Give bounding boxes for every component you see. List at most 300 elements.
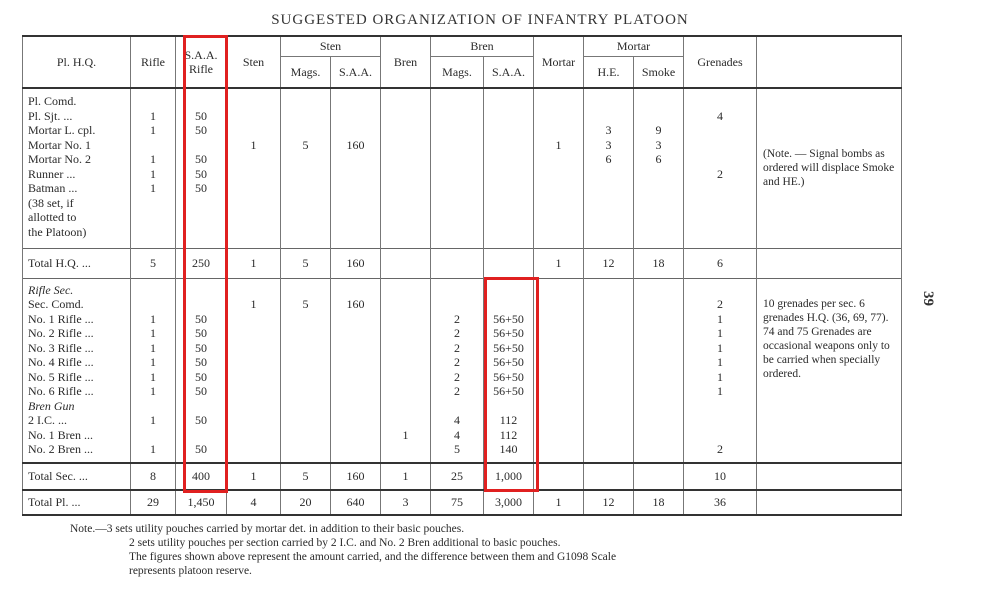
header-grenades: Grenades [684, 36, 757, 88]
total-sec-sten: 1 [227, 463, 281, 490]
sec-sten-saa-cell [331, 384, 380, 399]
sec-sten-saa-cell [331, 312, 380, 327]
hq-mortar-smoke-cell: 6 [655, 152, 662, 166]
hq-sten-cell [227, 123, 280, 138]
sec-sten-cell [227, 428, 280, 443]
sec-bren-cell: 1 [402, 427, 409, 442]
sec-bren-cell [381, 355, 430, 370]
sec-bren-mags-cell: 4 [454, 427, 460, 442]
total-sec-grenades: 10 [684, 463, 757, 490]
hq-bren-mags-col [431, 88, 484, 248]
header-sten-saa: S.A.A. [331, 56, 381, 88]
sec-mortar-smoke-col [634, 278, 684, 463]
sec-bren-cell [381, 283, 430, 298]
sec-bren-saa-cell: 56+50 [493, 369, 524, 384]
total-sec-sten-mags: 5 [281, 463, 331, 490]
hq-grenades-cell [684, 94, 756, 109]
sec-sten-mags-cell [281, 326, 330, 341]
header-rifle: Rifle [131, 36, 176, 88]
hq-sten-cell [227, 196, 280, 211]
hq-sten-cell [227, 152, 280, 167]
sec-sten-cell [227, 283, 280, 298]
hq-sten-saa-cell [331, 196, 380, 211]
sec-sten-cell [227, 312, 280, 327]
sec-saa-rifle-cell: 50 [195, 326, 207, 340]
sec-bren-cell [381, 442, 430, 457]
sec-bren-saa-cell: 140 [499, 442, 518, 456]
total-pl-bren-mags: 75 [431, 490, 484, 515]
hq-mortar-cell [534, 181, 583, 196]
sec-bren-saa-cell: 56+50 [493, 311, 524, 326]
sec-grenades-cell: 1 [717, 384, 723, 398]
hq-sten-saa-cell [331, 225, 380, 240]
hq-mortar-cell [534, 123, 583, 138]
total-sec-label: Total Sec. ... [23, 463, 131, 490]
total-hq-label: Total H.Q. ... [23, 248, 131, 278]
sec-sten-mags-col [281, 278, 331, 463]
hq-mortar-cell [534, 94, 583, 109]
sec-rifle-cell: 1 [150, 326, 156, 340]
sec-grenades-col [684, 278, 757, 463]
total-hq-mortar-he: 12 [584, 248, 634, 278]
hq-saa-rifle-cell: 50 [195, 181, 207, 195]
hq-labels-cell: Mortar L. cpl. [28, 123, 96, 137]
sec-labels [23, 278, 131, 463]
hq-mortar-smoke-cell: 9 [655, 123, 662, 137]
hq-labels-cell: Pl. Sjt. ... [28, 108, 73, 123]
sec-bren-mags-cell: 2 [454, 311, 460, 326]
sec-bren-saa-cell: 56+50 [493, 340, 524, 355]
hq-sten-saa-cell [331, 152, 380, 167]
sec-rifle-cell: 1 [150, 340, 156, 355]
total-pl-grenades: 36 [684, 490, 757, 515]
header-mortar-group: Mortar [584, 36, 684, 56]
sec-sten-cell [227, 413, 280, 428]
header-bren-mags: Mags. [431, 56, 484, 88]
hq-sten-mags-cell [281, 109, 330, 124]
hq-grenades-cell: 4 [717, 108, 723, 123]
sec-grenades-cell: 1 [717, 326, 723, 340]
total-hq-bren-saa [484, 248, 534, 278]
hq-mortar-col [534, 88, 584, 248]
total-sec-rifle: 8 [131, 463, 176, 490]
sec-rifle-cell: 1 [150, 311, 156, 326]
sec-bren-mags-cell: 2 [454, 326, 460, 340]
sec-rifle-cell [131, 283, 175, 298]
sec-saa-rifle-cell: 50 [195, 311, 207, 326]
total-sec-saa-rifle: 400 [176, 463, 227, 490]
footnote-line-1: Note.—3 sets utility pouches carried by mortar det. in addition to their basic pouches. [70, 523, 465, 535]
platoon-organization-table [22, 35, 902, 516]
total-sec-sten-saa: 160 [331, 463, 381, 490]
hq-sten-mags-col [281, 88, 331, 248]
hq-mortar-he-cell: 6 [605, 152, 612, 166]
sec-sten-mags-cell [281, 442, 330, 457]
sec-sten-saa-cell [331, 341, 380, 356]
sec-saa-rifle-cell: 50 [195, 369, 207, 384]
sec-sten-mags-cell [281, 384, 330, 399]
sec-grenades-cell: 1 [717, 355, 723, 369]
hq-grenades-cell [684, 152, 756, 167]
sec-rifle-cell: 1 [150, 355, 156, 369]
sec-bren-mags-cell: 2 [454, 355, 460, 369]
hq-note: (Note. — Signal bombs as ordered will displace Smoke and HE.) [757, 88, 902, 248]
footnote-line-3: The figures shown above represent the amount carried, and the difference between them and G1098 Scale [129, 551, 617, 563]
sec-rifle-col [131, 278, 176, 463]
hq-sten-mags-cell [281, 225, 330, 240]
total-pl-bren-saa: 3,000 [484, 490, 534, 515]
sec-bren-mags-cell [431, 399, 483, 414]
header-sten-mags: Mags. [281, 56, 331, 88]
total-hq-grenades: 6 [684, 248, 757, 278]
sec-rifle-cell [131, 297, 175, 312]
sec-saa-rifle-cell: 50 [195, 384, 207, 398]
sec-bren-cell [381, 399, 430, 414]
sec-sten-saa-cell [331, 283, 380, 298]
hq-rifle-cell: 1 [150, 108, 156, 123]
total-sec-bren-mags: 25 [431, 463, 484, 490]
sec-bren-saa-cell: 112 [499, 427, 518, 442]
hq-sten-saa-cell [331, 167, 380, 182]
hq-labels-cell: Mortar No. 1 [28, 137, 91, 152]
total-pl-mortar: 1 [534, 490, 584, 515]
hq-grenades-cell [684, 138, 756, 153]
hq-rifle-cell [131, 94, 175, 109]
sec-bren-mags-cell [431, 283, 483, 298]
header-bren-saa: S.A.A. [484, 56, 534, 88]
sec-labels-cell: No. 2 Rifle ... [28, 326, 94, 340]
sec-grenades-cell: 2 [717, 442, 723, 456]
hq-mortar-he-cell [584, 167, 633, 182]
hq-mortar-smoke-cell [634, 181, 683, 196]
hq-labels [23, 88, 131, 248]
sec-bren-mags-cell: 4 [454, 413, 460, 427]
hq-rifle-col [131, 88, 176, 248]
sec-sten-saa-cell [331, 370, 380, 385]
sec-bren-cell [381, 370, 430, 385]
sec-labels-cell: No. 6 Rifle ... [28, 384, 94, 398]
sec-labels-cell: No. 1 Bren ... [28, 427, 93, 442]
hq-saa-rifle-cell: 50 [195, 166, 207, 181]
sec-bren-mags-col [431, 278, 484, 463]
header-mortar: Mortar [534, 36, 584, 88]
sec-bren-mags-cell: 5 [454, 442, 460, 456]
sec-bren-saa-cell: 56+50 [493, 384, 524, 398]
sec-sten-mags-cell [281, 428, 330, 443]
footnote-line-4: represents platoon reserve. [129, 565, 252, 577]
hq-sten-mags-cell [281, 167, 330, 182]
sec-sten-mags-cell [281, 355, 330, 370]
sec-labels-cell: No. 3 Rifle ... [28, 340, 94, 355]
sec-bren-cell [381, 384, 430, 399]
sec-grenades-cell: 2 [717, 297, 723, 311]
hq-rifle-cell: 1 [150, 166, 156, 181]
hq-rifle-cell: 1 [150, 152, 156, 166]
section-block [23, 278, 902, 463]
total-pl-note [757, 490, 902, 515]
sec-labels-cell: No. 2 Bren ... [28, 442, 93, 456]
hq-mortar-smoke-col [634, 88, 684, 248]
hq-sten-cell [227, 225, 280, 240]
hq-sten-mags-cell [281, 210, 330, 225]
hq-mortar-smoke-cell [634, 210, 683, 225]
sec-bren-cell [381, 297, 430, 312]
header-mortar-smoke: Smoke [634, 56, 684, 88]
sec-sten-cell [227, 326, 280, 341]
hq-mortar-smoke-cell: 3 [655, 137, 662, 152]
header-mortar-he: H.E. [584, 56, 634, 88]
hq-sten-mags-cell [281, 123, 330, 138]
hq-grenades-cell [684, 181, 756, 196]
total-sec-mortar [534, 463, 584, 490]
footnote-line-2: 2 sets utility pouches per section carried by 2 I.C. and No. 2 Bren additional to basic pouches. [129, 537, 561, 549]
hq-mortar-smoke-cell [634, 196, 683, 211]
total-hq-row [23, 248, 902, 278]
hq-grenades-cell [684, 196, 756, 211]
sec-sten-cell [227, 442, 280, 457]
sec-sten-saa-cell: 160 [346, 297, 365, 311]
sec-grenades-cell: 1 [717, 311, 723, 326]
sec-sten-cell [227, 341, 280, 356]
sec-labels-cell: No. 1 Rifle ... [28, 311, 94, 326]
total-sec-bren-saa: 1,000 [484, 463, 534, 490]
sec-bren-mags-cell [431, 297, 483, 312]
hq-sten-mags-cell [281, 152, 330, 167]
hq-block [23, 88, 902, 248]
total-pl-saa-rifle: 1,450 [176, 490, 227, 515]
sec-labels-cell: No. 4 Rifle ... [28, 355, 94, 369]
sec-labels-cell: Bren Gun [28, 398, 75, 413]
sec-sten-cell [227, 355, 280, 370]
hq-grenades-cell: 2 [717, 166, 723, 181]
sec-note: 10 grenades per sec. 6 grenades H.Q. (36, 69, 77). 74 and 75 Grenades are occasional weapons only to be carried when specially ordered. [757, 278, 902, 463]
sec-saa-rifle-cell: 50 [195, 355, 207, 369]
header-pl-hq: Pl. H.Q. [23, 36, 131, 88]
sec-bren-cell [381, 326, 430, 341]
total-hq-bren-mags [431, 248, 484, 278]
sec-mortar-he-col [584, 278, 634, 463]
total-hq-note [757, 248, 902, 278]
hq-grenades-cell [684, 123, 756, 138]
hq-mortar-cell [534, 225, 583, 240]
header-saa-rifle-line1: S.A.A. [184, 47, 218, 62]
total-sec-row [23, 463, 902, 490]
sec-bren-saa-cell: 56+50 [493, 326, 524, 340]
hq-rifle-cell [131, 196, 175, 211]
total-hq-mortar: 1 [534, 248, 584, 278]
sec-sten-mags-cell [281, 312, 330, 327]
hq-sten-mags-cell [281, 94, 330, 109]
hq-grenades-cell [684, 210, 756, 225]
hq-bren-col [381, 88, 431, 248]
total-hq-sten-saa: 160 [331, 248, 381, 278]
sec-sten-mags-cell [281, 283, 330, 298]
total-hq-mortar-smoke: 18 [634, 248, 684, 278]
hq-sten-mags-cell: 5 [302, 137, 309, 152]
hq-sten-mags-cell [281, 196, 330, 211]
hq-sten-saa-cell [331, 123, 380, 138]
sec-sten-saa-cell [331, 355, 380, 370]
total-pl-label: Total Pl. ... [23, 490, 131, 515]
hq-mortar-cell [534, 210, 583, 225]
sec-sten-mags-cell [281, 399, 330, 414]
header-sten: Sten [227, 36, 281, 88]
total-hq-rifle: 5 [131, 248, 176, 278]
sec-mortar-col [534, 278, 584, 463]
hq-mortar-he-cell [584, 181, 633, 196]
highlight-bren-saa-section [484, 277, 539, 492]
hq-mortar-smoke-cell [634, 109, 683, 124]
hq-saa-rifle-cell: 50 [195, 152, 207, 166]
hq-mortar-smoke-cell [634, 225, 683, 240]
total-pl-mortar-he: 12 [584, 490, 634, 515]
sec-sten-saa-cell [331, 326, 380, 341]
sec-rifle-cell [131, 399, 175, 414]
sec-sten-col [227, 278, 281, 463]
hq-mortar-smoke-cell [634, 167, 683, 182]
hq-sten-cell [227, 167, 280, 182]
sec-sten-mags-cell: 5 [302, 297, 309, 311]
total-pl-bren: 3 [381, 490, 431, 515]
total-pl-rifle: 29 [131, 490, 176, 515]
total-sec-mortar-smoke [634, 463, 684, 490]
hq-mortar-he-cell: 3 [605, 123, 612, 137]
sec-sten-cell [227, 399, 280, 414]
hq-mortar-he-cell [584, 196, 633, 211]
sec-bren-saa-cell: 56+50 [493, 355, 524, 369]
hq-grenades-col [684, 88, 757, 248]
hq-labels-cell: Mortar No. 2 [28, 152, 91, 166]
hq-sten-col [227, 88, 281, 248]
hq-sten-mags-cell [281, 181, 330, 196]
sec-sten-saa-cell [331, 399, 380, 414]
hq-sten-cell [227, 210, 280, 225]
sec-rifle-cell: 1 [150, 384, 156, 398]
hq-rifle-cell [131, 210, 175, 225]
total-pl-sten-mags: 20 [281, 490, 331, 515]
hq-sten-saa-cell [331, 181, 380, 196]
hq-mortar-cell: 1 [555, 137, 562, 152]
sec-labels-cell: No. 5 Rifle ... [28, 369, 94, 384]
sec-rifle-cell: 1 [150, 413, 156, 427]
hq-labels-cell: (38 set, if [28, 195, 74, 210]
hq-sten-cell [227, 109, 280, 124]
sec-saa-rifle-cell: 50 [195, 340, 207, 355]
header-bren-group: Bren [431, 36, 534, 56]
hq-mortar-he-cell [584, 94, 633, 109]
sec-sten-cell [227, 384, 280, 399]
hq-sten-saa-cell [331, 109, 380, 124]
header-bren: Bren [381, 36, 431, 88]
sec-sten-mags-cell [281, 413, 330, 428]
sec-bren-mags-cell: 2 [454, 340, 460, 355]
hq-grenades-cell [684, 225, 756, 240]
hq-rifle-cell [131, 138, 175, 153]
footnote [70, 522, 930, 578]
header-notes [757, 36, 902, 88]
sec-rifle-cell: 1 [150, 442, 156, 456]
total-pl-sten-saa: 640 [331, 490, 381, 515]
hq-sten-saa-cell: 160 [346, 137, 365, 152]
hq-sten-saa-col [331, 88, 381, 248]
sec-saa-rifle-cell: 50 [195, 442, 207, 456]
total-hq-saa-rifle: 250 [176, 248, 227, 278]
hq-mortar-cell [534, 196, 583, 211]
document-title: SUGGESTED ORGANIZATION OF INFANTRY PLATOON [271, 12, 689, 28]
sec-sten-saa-cell [331, 442, 380, 457]
sec-bren-cell [381, 341, 430, 356]
hq-labels-cell: Pl. Comd. [28, 94, 77, 108]
sec-rifle-cell: 1 [150, 369, 156, 384]
total-hq-sten-mags: 5 [281, 248, 331, 278]
sec-rifle-cell [131, 428, 175, 443]
hq-mortar-he-col [584, 88, 634, 248]
sec-grenades-cell [684, 283, 756, 298]
sec-labels-cell: Rifle Sec. [28, 282, 74, 297]
sec-bren-mags-cell: 2 [454, 369, 460, 384]
total-sec-bren: 1 [381, 463, 431, 490]
hq-mortar-he-cell [584, 109, 633, 124]
sec-sten-saa-cell [331, 413, 380, 428]
hq-mortar-cell [534, 109, 583, 124]
total-sec-note [757, 463, 902, 490]
hq-saa-rifle-cell: 50 [195, 108, 207, 123]
sec-sten-mags-cell [281, 370, 330, 385]
sec-sten-cell [227, 370, 280, 385]
sec-bren-cell [381, 413, 430, 428]
hq-labels-cell: Batman ... [28, 181, 78, 195]
sec-sten-mags-cell [281, 341, 330, 356]
sec-grenades-cell: 1 [717, 340, 723, 355]
sec-grenades-cell [684, 428, 756, 443]
sec-labels-cell: Sec. Comd. [28, 297, 84, 311]
hq-mortar-cell [534, 152, 583, 167]
hq-mortar-smoke-cell [634, 94, 683, 109]
hq-mortar-cell [534, 167, 583, 182]
sec-bren-col [381, 278, 431, 463]
sec-grenades-cell [684, 399, 756, 414]
hq-mortar-he-cell [584, 210, 633, 225]
sec-labels-cell: 2 I.C. ... [28, 413, 67, 427]
total-hq-bren [381, 248, 431, 278]
hq-bren-saa-col [484, 88, 534, 248]
hq-sten-cell [227, 94, 280, 109]
hq-saa-rifle-cell: 50 [195, 123, 207, 137]
sec-grenades-cell: 1 [717, 369, 723, 384]
hq-sten-cell [227, 181, 280, 196]
total-sec-mortar-he [584, 463, 634, 490]
hq-mortar-he-cell: 3 [605, 137, 612, 152]
total-pl-mortar-smoke: 18 [634, 490, 684, 515]
hq-sten-saa-cell [331, 210, 380, 225]
header-sten-group: Sten [281, 36, 381, 56]
hq-sten-cell: 1 [250, 137, 257, 152]
hq-rifle-cell: 1 [150, 123, 156, 137]
sec-saa-rifle-cell: 50 [195, 413, 207, 427]
hq-mortar-he-cell [584, 225, 633, 240]
sec-sten-cell: 1 [250, 297, 257, 311]
sec-sten-saa-cell [331, 428, 380, 443]
sec-bren-cell [381, 312, 430, 327]
hq-sten-saa-cell [331, 94, 380, 109]
highlight-saa-rifle-column [183, 35, 228, 493]
total-hq-sten: 1 [227, 248, 281, 278]
hq-labels-cell: the Platoon) [28, 224, 87, 239]
hq-rifle-cell: 1 [150, 181, 156, 195]
sec-bren-saa-cell: 112 [499, 413, 518, 427]
total-pl-sten: 4 [227, 490, 281, 515]
sec-sten-saa-col [331, 278, 381, 463]
